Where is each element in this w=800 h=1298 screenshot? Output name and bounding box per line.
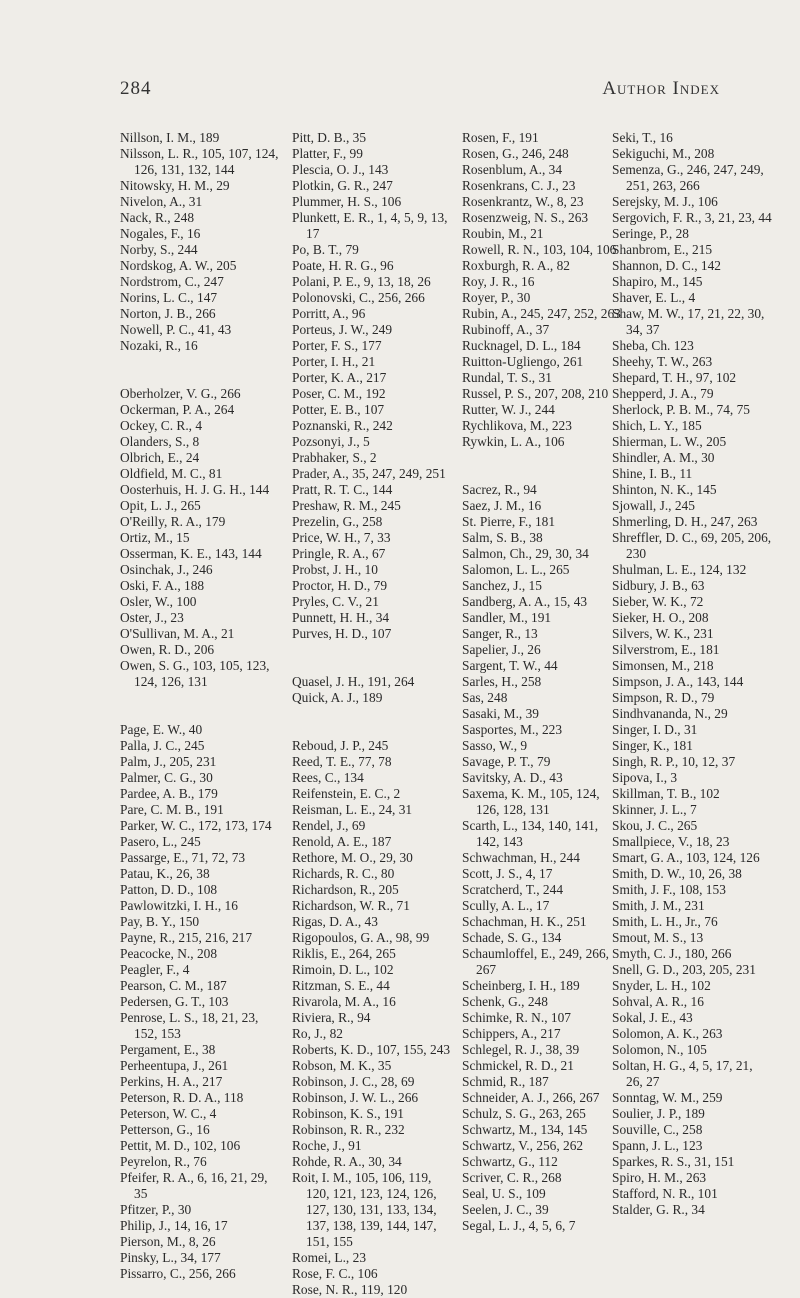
index-entry: Norby, S., 244 <box>120 242 198 257</box>
index-entry: Rubinoff, A., 37 <box>462 322 550 337</box>
index-entry: Rethore, M. O., 29, 30 <box>292 850 413 865</box>
index-entry: Potter, E. B., 107 <box>292 402 385 417</box>
index-entry: Poznanski, R., 242 <box>292 418 393 433</box>
index-entry: Sherlock, P. B. M., 74, 75 <box>612 402 751 417</box>
index-entry: Rowell, R. N., 103, 104, 106 <box>462 242 617 257</box>
index-entry: Shierman, L. W., 205 <box>612 434 727 449</box>
index-entry: Richards, R. C., 80 <box>292 866 395 881</box>
index-entry: Shich, L. Y., 185 <box>612 418 702 433</box>
index-entry: Polonovski, C., 256, 266 <box>292 290 425 305</box>
index-entry: Polani, P. E., 9, 13, 18, 26 <box>292 274 431 289</box>
letter-group-gap <box>292 706 452 738</box>
index-entry: Pawlowitzki, I. H., 16 <box>120 898 238 913</box>
index-entry: Oski, F. A., 188 <box>120 578 205 593</box>
index-entry: Solomon, A. K., 263 <box>612 1026 723 1041</box>
index-entry: Pozsonyi, J., 5 <box>292 434 370 449</box>
index-entry: Peterson, W. C., 4 <box>120 1106 217 1121</box>
index-entry: Schlegel, R. J., 38, 39 <box>462 1042 580 1057</box>
index-entry: Pratt, R. T. C., 144 <box>292 482 393 497</box>
index-entry: Rees, C., 134 <box>292 770 364 785</box>
index-entry: Oberholzer, V. G., 266 <box>120 386 241 401</box>
index-entry: Olanders, S., 8 <box>120 434 200 449</box>
index-entry: Ockey, C. R., 4 <box>120 418 203 433</box>
index-entry: Roche, J., 91 <box>292 1138 362 1153</box>
index-entry: Smallpiece, V., 18, 23 <box>612 834 730 849</box>
index-entry: Royer, P., 30 <box>462 290 531 305</box>
index-entry: Snyder, L. H., 102 <box>612 978 711 993</box>
index-entry: Roubin, M., 21 <box>462 226 544 241</box>
index-entry: Schulz, S. G., 263, 265 <box>462 1106 586 1121</box>
index-entry: Sparkes, R. S., 31, 151 <box>612 1154 735 1169</box>
index-entry: Pissarro, C., 256, 266 <box>120 1266 236 1281</box>
index-entry: Serejsky, M. J., 106 <box>612 194 718 209</box>
index-entry: Pfeifer, R. A., 6, 16, 21, 29, 35 <box>120 1170 268 1201</box>
index-entry: Sanger, R., 13 <box>462 626 538 641</box>
index-entry: Rosenkrantz, W., 8, 23 <box>462 194 584 209</box>
index-column-3 <box>462 130 622 1234</box>
index-entry: Porter, K. A., 217 <box>292 370 387 385</box>
index-entry: Souville, C., 258 <box>612 1122 703 1137</box>
index-entry: Prezelin, G., 258 <box>292 514 383 529</box>
index-entry: Renold, A. E., 187 <box>292 834 392 849</box>
index-entry: Sanchez, J., 15 <box>462 578 542 593</box>
index-entry: Nordskog, A. W., 205 <box>120 258 237 273</box>
index-entry: Robinson, R. R., 232 <box>292 1122 405 1137</box>
index-entry: Sokal, J. E., 43 <box>612 1010 693 1025</box>
index-entry: Spann, J. L., 123 <box>612 1138 703 1153</box>
index-entry: Robson, M. K., 35 <box>292 1058 392 1073</box>
index-entry: Plummer, H. S., 106 <box>292 194 402 209</box>
index-entry: Smout, M. S., 13 <box>612 930 704 945</box>
index-entry: Pringle, R. A., 67 <box>292 546 386 561</box>
index-entry: Nilsson, L. R., 105, 107, 124, 126, 131, 132, 144 <box>120 146 279 177</box>
index-entry: Rutter, W. J., 244 <box>462 402 555 417</box>
index-entry: Smith, J. M., 231 <box>612 898 705 913</box>
index-entry: Shepard, T. H., 97, 102 <box>612 370 737 385</box>
index-entry: Poate, H. R. G., 96 <box>292 258 394 273</box>
index-entry: Shapiro, M., 145 <box>612 274 703 289</box>
index-entry: Russel, P. S., 207, 208, 210 <box>462 386 609 401</box>
index-entry: Patau, K., 26, 38 <box>120 866 210 881</box>
index-entry: Savitsky, A. D., 43 <box>462 770 563 785</box>
index-entry: Opit, L. J., 265 <box>120 498 201 513</box>
index-entry: Snell, G. D., 203, 205, 231 <box>612 962 756 977</box>
index-entry: Riklis, E., 264, 265 <box>292 946 396 961</box>
index-entry: Schippers, A., 217 <box>462 1026 561 1041</box>
index-entry: Rohde, R. A., 30, 34 <box>292 1154 402 1169</box>
index-entry: Shannon, D. C., 142 <box>612 258 721 273</box>
index-entry: Rigopoulos, G. A., 98, 99 <box>292 930 430 945</box>
index-entry: Sandberg, A. A., 15, 43 <box>462 594 588 609</box>
index-entry: Poser, C. M., 192 <box>292 386 386 401</box>
index-entry: Pinsky, L., 34, 177 <box>120 1250 221 1265</box>
index-entry: Ortiz, M., 15 <box>120 530 190 545</box>
index-entry: Scarth, L., 134, 140, 141, 142, 143 <box>462 818 599 849</box>
index-entry: Oster, J., 23 <box>120 610 184 625</box>
index-entry: Romei, L., 23 <box>292 1250 367 1265</box>
index-entry: St. Pierre, F., 181 <box>462 514 556 529</box>
index-entry: Platter, F., 99 <box>292 146 363 161</box>
index-entry: Seringe, P., 28 <box>612 226 689 241</box>
index-entry: Peyrelon, R., 76 <box>120 1154 207 1169</box>
index-entry: Seal, U. S., 109 <box>462 1186 546 1201</box>
index-entry: Sasso, W., 9 <box>462 738 528 753</box>
index-entry: Silvers, W. K., 231 <box>612 626 714 641</box>
index-entry: Sas, 248 <box>462 690 508 705</box>
index-entry: Ritzman, S. E., 44 <box>292 978 390 993</box>
page-number: 284 <box>120 78 152 99</box>
index-entry: Pay, B. Y., 150 <box>120 914 200 929</box>
index-entry: Page, E. W., 40 <box>120 722 203 737</box>
index-entry: Rosenblum, A., 34 <box>462 162 563 177</box>
index-entry: Penrose, L. S., 18, 21, 23, 152, 153 <box>120 1010 259 1041</box>
index-entry: Saxema, K. M., 105, 124, 126, 128, 131 <box>462 786 600 817</box>
index-entry: Segal, L. J., 4, 5, 6, 7 <box>462 1218 576 1233</box>
index-entry: Robinson, J. C., 28, 69 <box>292 1074 415 1089</box>
index-entry: Soltan, H. G., 4, 5, 17, 21, 26, 27 <box>612 1058 753 1089</box>
index-entry: Oldfield, M. C., 81 <box>120 466 223 481</box>
index-entry: Rosenkrans, C. J., 23 <box>462 178 576 193</box>
index-entry: Rosenzweig, N. S., 263 <box>462 210 589 225</box>
index-entry: Rucknagel, D. L., 184 <box>462 338 581 353</box>
index-entry: Osler, W., 100 <box>120 594 197 609</box>
index-entry: Rendel, J., 69 <box>292 818 366 833</box>
index-entry: Sandler, M., 191 <box>462 610 552 625</box>
page-header <box>120 78 720 108</box>
index-entry: Probst, J. H., 10 <box>292 562 378 577</box>
index-entry: Salmon, Ch., 29, 30, 34 <box>462 546 589 561</box>
index-entry: Reifenstein, E. C., 2 <box>292 786 401 801</box>
index-entry: Owen, R. D., 206 <box>120 642 215 657</box>
index-entry: Spiro, H. M., 263 <box>612 1170 707 1185</box>
index-entry: Palla, J. C., 245 <box>120 738 205 753</box>
index-entry: Ruitton-Ugliengo, 261 <box>462 354 584 369</box>
index-entry: Shinton, N. K., 145 <box>612 482 717 497</box>
index-entry: Schwartz, V., 256, 262 <box>462 1138 584 1153</box>
index-entry: Shaw, M. W., 17, 21, 22, 30, 34, 37 <box>612 306 765 337</box>
index-entry: Smyth, C. J., 180, 266 <box>612 946 732 961</box>
index-entry: Silverstrom, E., 181 <box>612 642 720 657</box>
index-entry: Philip, J., 14, 16, 17 <box>120 1218 228 1233</box>
index-entry: Schwachman, H., 244 <box>462 850 580 865</box>
index-entry: Pfitzer, P., 30 <box>120 1202 192 1217</box>
index-entry: Palm, J., 205, 231 <box>120 754 217 769</box>
index-entry: Pardee, A. B., 179 <box>120 786 218 801</box>
index-entry: Singh, R. P., 10, 12, 37 <box>612 754 736 769</box>
index-entry: Rose, F. C., 106 <box>292 1266 378 1281</box>
index-entry: Oosterhuis, H. J. G. H., 144 <box>120 482 270 497</box>
index-entry: Nitowsky, H. M., 29 <box>120 178 230 193</box>
index-entry: Quick, A. J., 189 <box>292 690 383 705</box>
index-entry: Sindhvananda, N., 29 <box>612 706 728 721</box>
index-entry: Pergament, E., 38 <box>120 1042 216 1057</box>
index-entry: Schwartz, G., 112 <box>462 1154 558 1169</box>
index-entry: Sonntag, W. M., 259 <box>612 1090 723 1105</box>
index-entry: Osserman, K. E., 143, 144 <box>120 546 262 561</box>
index-entry: Sacrez, R., 94 <box>462 482 537 497</box>
index-entry: Schenk, G., 248 <box>462 994 548 1009</box>
index-entry: Smith, J. F., 108, 153 <box>612 882 726 897</box>
index-entry: Nivelon, A., 31 <box>120 194 203 209</box>
index-entry: Scriver, C. R., 268 <box>462 1170 562 1185</box>
index-entry: Parker, W. C., 172, 173, 174 <box>120 818 272 833</box>
index-entry: Sapelier, J., 26 <box>462 642 541 657</box>
index-entry: Preshaw, R. M., 245 <box>292 498 401 513</box>
index-entry: Shine, I. B., 11 <box>612 466 693 481</box>
index-entry: Po, B. T., 79 <box>292 242 359 257</box>
index-entry: Sasportes, M., 223 <box>462 722 563 737</box>
index-entry: Salomon, L. L., 265 <box>462 562 570 577</box>
index-entry: Peacocke, N., 208 <box>120 946 218 961</box>
index-entry: Richardson, W. R., 71 <box>292 898 410 913</box>
index-columns <box>120 130 772 1297</box>
index-entry: Reisman, L. E., 24, 31 <box>292 802 413 817</box>
index-entry: Punnett, H. H., 34 <box>292 610 390 625</box>
index-entry: Sheba, Ch. 123 <box>612 338 694 353</box>
index-entry: Sohval, A. R., 16 <box>612 994 704 1009</box>
index-entry: Roxburgh, R. A., 82 <box>462 258 571 273</box>
index-entry: Plunkett, E. R., 1, 4, 5, 9, 13, 17 <box>292 210 448 241</box>
index-entry: Rundal, T. S., 31 <box>462 370 552 385</box>
index-entry: Prabhaker, S., 2 <box>292 450 377 465</box>
letter-group-gap <box>120 690 280 722</box>
index-entry: Nowell, P. C., 41, 43 <box>120 322 232 337</box>
index-entry: Soulier, J. P., 189 <box>612 1106 705 1121</box>
index-entry: Plotkin, G. R., 247 <box>292 178 393 193</box>
index-entry: Sieker, H. O., 208 <box>612 610 709 625</box>
index-entry: Ro, J., 82 <box>292 1026 343 1041</box>
index-entry: Schade, S. G., 134 <box>462 930 562 945</box>
index-entry: Shmerling, D. H., 247, 263 <box>612 514 758 529</box>
index-entry: Sieber, W. K., 72 <box>612 594 704 609</box>
index-entry: Perheentupa, J., 261 <box>120 1058 229 1073</box>
index-entry: Peagler, F., 4 <box>120 962 190 977</box>
index-entry: Sipova, I., 3 <box>612 770 678 785</box>
index-entry: Olbrich, E., 24 <box>120 450 200 465</box>
index-entry: Proctor, H. D., 79 <box>292 578 388 593</box>
letter-group-gap <box>462 450 622 482</box>
index-entry: Scott, J. S., 4, 17 <box>462 866 553 881</box>
index-entry: Schneider, A. J., 266, 267 <box>462 1090 600 1105</box>
index-entry: Nogales, F., 16 <box>120 226 201 241</box>
index-entry: Smith, D. W., 10, 26, 38 <box>612 866 742 881</box>
index-entry: Schmickel, R. D., 21 <box>462 1058 574 1073</box>
index-entry: Scratcherd, T., 244 <box>462 882 564 897</box>
index-entry: Schwartz, M., 134, 145 <box>462 1122 588 1137</box>
index-entry: Price, W. H., 7, 33 <box>292 530 391 545</box>
index-entry: Perkins, H. A., 217 <box>120 1074 223 1089</box>
index-entry: O'Reilly, R. A., 179 <box>120 514 226 529</box>
index-entry: Nack, R., 248 <box>120 210 195 225</box>
index-entry: Shulman, L. E., 124, 132 <box>612 562 747 577</box>
index-entry: Reboud, J. P., 245 <box>292 738 389 753</box>
index-entry: Salm, S. B., 38 <box>462 530 543 545</box>
index-entry: Schimke, R. N., 107 <box>462 1010 571 1025</box>
index-entry: Porter, F. S., 177 <box>292 338 382 353</box>
index-entry: Petterson, G., 16 <box>120 1122 210 1137</box>
index-entry: Sasaki, M., 39 <box>462 706 539 721</box>
index-entry: Solomon, N., 105 <box>612 1042 707 1057</box>
index-entry: Pettit, M. D., 102, 106 <box>120 1138 241 1153</box>
index-entry: Owen, S. G., 103, 105, 123, 124, 126, 131 <box>120 658 270 689</box>
index-entry: Shreffler, D. C., 69, 205, 206, 230 <box>612 530 772 561</box>
letter-group-gap <box>292 642 452 674</box>
index-entry: Rivarola, M. A., 16 <box>292 994 396 1009</box>
index-column-2 <box>292 130 452 1298</box>
index-entry: Roberts, K. D., 107, 155, 243 <box>292 1042 451 1057</box>
index-entry: Seelen, J. C., 39 <box>462 1202 549 1217</box>
index-entry: Simpson, R. D., 79 <box>612 690 715 705</box>
index-entry: Rosen, F., 191 <box>462 130 539 145</box>
index-entry: Prader, A., 35, 247, 249, 251 <box>292 466 446 481</box>
index-entry: Osinchak, J., 246 <box>120 562 213 577</box>
letter-group-gap <box>120 354 280 386</box>
index-entry: Riviera, R., 94 <box>292 1010 371 1025</box>
index-entry: Skillman, T. B., 102 <box>612 786 720 801</box>
index-entry: Schachman, H. K., 251 <box>462 914 587 929</box>
index-entry: Rigas, D. A., 43 <box>292 914 378 929</box>
index-entry: Ockerman, P. A., 264 <box>120 402 235 417</box>
index-entry: Pryles, C. V., 21 <box>292 594 379 609</box>
index-entry: Nozaki, R., 16 <box>120 338 198 353</box>
index-column-4 <box>612 130 772 1218</box>
index-entry: Reed, T. E., 77, 78 <box>292 754 392 769</box>
index-entry: Sargent, T. W., 44 <box>462 658 558 673</box>
index-entry: Robinson, J. W. L., 266 <box>292 1090 419 1105</box>
index-entry: Smith, L. H., Jr., 76 <box>612 914 718 929</box>
index-entry: Nordstrom, C., 247 <box>120 274 224 289</box>
index-entry: Passarge, E., 71, 72, 73 <box>120 850 246 865</box>
index-entry: Pedersen, G. T., 103 <box>120 994 229 1009</box>
index-entry: Porter, I. H., 21 <box>292 354 376 369</box>
index-entry: Schmid, R., 187 <box>462 1074 549 1089</box>
index-entry: Seki, T., 16 <box>612 130 673 145</box>
index-entry: Sjowall, J., 245 <box>612 498 695 513</box>
index-entry: Skou, J. C., 265 <box>612 818 698 833</box>
index-entry: Quasel, J. H., 191, 264 <box>292 674 415 689</box>
index-entry: Pierson, M., 8, 26 <box>120 1234 216 1249</box>
index-entry: Patton, D. D., 108 <box>120 882 218 897</box>
index-entry: Norins, L. C., 147 <box>120 290 218 305</box>
index-entry: Sidbury, J. B., 63 <box>612 578 705 593</box>
index-entry: Plescia, O. J., 143 <box>292 162 389 177</box>
index-entry: Stalder, G. R., 34 <box>612 1202 705 1217</box>
index-entry: Rubin, A., 245, 247, 252, 263 <box>462 306 621 321</box>
index-entry: Purves, H. D., 107 <box>292 626 392 641</box>
index-entry: Pitt, D. B., 35 <box>292 130 367 145</box>
index-entry: Roy, J. R., 16 <box>462 274 535 289</box>
index-entry: Porteus, J. W., 249 <box>292 322 393 337</box>
index-entry: Robinson, K. S., 191 <box>292 1106 404 1121</box>
index-entry: Peterson, R. D. A., 118 <box>120 1090 244 1105</box>
index-entry: Richardson, R., 205 <box>292 882 399 897</box>
index-entry: Palmer, C. G., 30 <box>120 770 213 785</box>
index-entry: Simpson, J. A., 143, 144 <box>612 674 744 689</box>
index-entry: Rose, N. R., 119, 120 <box>292 1282 408 1297</box>
index-entry: Rimoin, D. L., 102 <box>292 962 394 977</box>
index-entry: Porritt, A., 96 <box>292 306 366 321</box>
index-entry: Schaumloffel, E., 249, 266, 267 <box>462 946 610 977</box>
index-entry: Singer, K., 181 <box>612 738 693 753</box>
index-entry: Sarles, H., 258 <box>462 674 542 689</box>
index-column-1 <box>120 130 280 1282</box>
index-entry: Stafford, N. R., 101 <box>612 1186 718 1201</box>
index-entry: Skinner, J. L., 7 <box>612 802 697 817</box>
index-entry: Sergovich, F. R., 3, 21, 23, 44 <box>612 210 772 225</box>
index-entry: Shindler, A. M., 30 <box>612 450 715 465</box>
index-entry: Savage, P. T., 79 <box>462 754 551 769</box>
index-entry: Pare, C. M. B., 191 <box>120 802 224 817</box>
running-title: Author Index <box>602 78 720 99</box>
index-entry: Nillson, I. M., 189 <box>120 130 220 145</box>
index-entry: Sekiguchi, M., 208 <box>612 146 715 161</box>
index-entry: Rychlikova, M., 223 <box>462 418 572 433</box>
index-entry: Singer, I. D., 31 <box>612 722 698 737</box>
index-entry: Pearson, C. M., 187 <box>120 978 227 993</box>
index-entry: Shanbrom, E., 215 <box>612 242 713 257</box>
index-entry: Sheehy, T. W., 263 <box>612 354 713 369</box>
index-entry: Scully, A. L., 17 <box>462 898 550 913</box>
index-entry: Simonsen, M., 218 <box>612 658 714 673</box>
index-entry: Shepperd, J. A., 79 <box>612 386 714 401</box>
index-entry: Scheinberg, I. H., 189 <box>462 978 580 993</box>
index-entry: Shaver, E. L., 4 <box>612 290 696 305</box>
index-entry: Pasero, L., 245 <box>120 834 201 849</box>
index-entry: Payne, R., 215, 216, 217 <box>120 930 253 945</box>
index-entry: Rosen, G., 246, 248 <box>462 146 569 161</box>
index-entry: Semenza, G., 246, 247, 249, 251, 263, 266 <box>612 162 764 193</box>
index-entry: Norton, J. B., 266 <box>120 306 216 321</box>
index-entry: O'Sullivan, M. A., 21 <box>120 626 235 641</box>
index-entry: Roit, I. M., 105, 106, 119, 120, 121, 123, 124, 126, 127, 130, 131, 133, 134, 137, 138, 139, 144, 147, 151, 155 <box>292 1170 437 1249</box>
index-entry: Rywkin, L. A., 106 <box>462 434 565 449</box>
index-entry: Smart, G. A., 103, 124, 126 <box>612 850 760 865</box>
index-entry: Saez, J. M., 16 <box>462 498 542 513</box>
